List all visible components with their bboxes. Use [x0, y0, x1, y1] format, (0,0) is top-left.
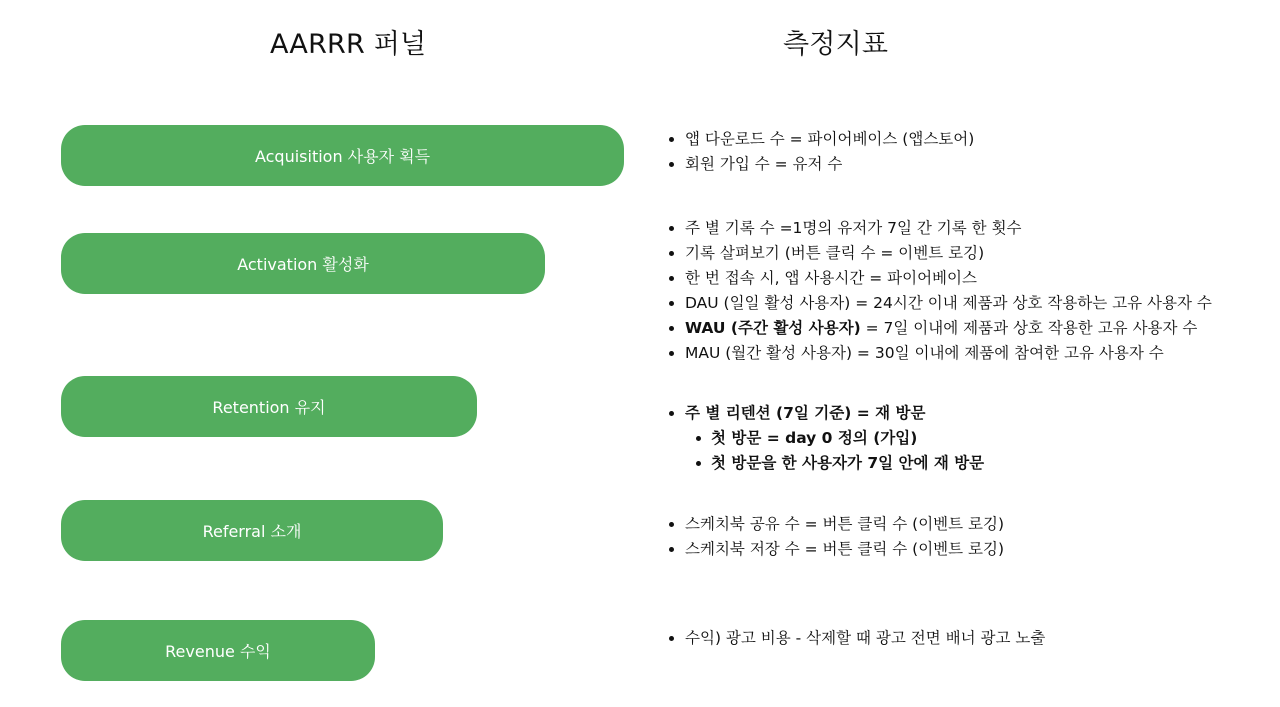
metric-sub-item: 첫 방문 = day 0 정의 (가입) — [668, 426, 984, 451]
metric-item: DAU (일일 활성 사용자) = 24시간 이내 제품과 상호 작용하는 고유 사용자 수 — [668, 291, 1212, 316]
stage-revenue — [61, 620, 375, 681]
metrics-referral — [668, 512, 1004, 562]
metrics-activation — [668, 216, 1212, 366]
stage-retention — [61, 376, 477, 437]
metric-item: 수익) 광고 비용 - 삭제할 때 광고 전면 배너 광고 노출 — [668, 626, 1045, 651]
stage-label: Referral 소개 — [202, 522, 302, 541]
metric-item: WAU (주간 활성 사용자) = 7일 이내에 제품과 상호 작용한 고유 사용자 수 — [668, 316, 1212, 341]
metric-item: 주 별 리텐션 (7일 기준) = 재 방문 — [668, 401, 984, 426]
funnel-column-title: AARRR 퍼널 — [270, 29, 427, 60]
stage-activation — [61, 233, 545, 294]
stage-label: Acquisition 사용자 획득 — [254, 147, 431, 166]
metrics-retention — [668, 401, 984, 476]
metrics-acquisition — [668, 127, 974, 177]
stage-label: Activation 활성화 — [237, 255, 369, 274]
stage-acquisition — [61, 125, 624, 186]
metrics-column-title: 측정지표 — [783, 29, 889, 60]
stage-referral — [61, 500, 443, 561]
metric-item: MAU (월간 활성 사용자) = 30일 이내에 제품에 참여한 고유 사용자 수 — [668, 341, 1212, 366]
metrics-revenue — [668, 626, 1045, 651]
metric-item: 앱 다운로드 수 = 파이어베이스 (앱스토어) — [668, 127, 974, 152]
metric-item: 회원 가입 수 = 유저 수 — [668, 152, 974, 177]
metric-item: 한 번 접속 시, 앱 사용시간 = 파이어베이스 — [668, 266, 1212, 291]
metric-item: 스케치북 저장 수 = 버튼 클릭 수 (이벤트 로깅) — [668, 537, 1004, 562]
metric-item: 기록 살펴보기 (버튼 클릭 수 = 이벤트 로깅) — [668, 241, 1212, 266]
metric-sub-item: 첫 방문을 한 사용자가 7일 안에 재 방문 — [668, 451, 984, 476]
metric-item: 주 별 기록 수 =1명의 유저가 7일 간 기록 한 횟수 — [668, 216, 1212, 241]
metric-item: 스케치북 공유 수 = 버튼 클릭 수 (이벤트 로깅) — [668, 512, 1004, 537]
stage-label: Revenue 수익 — [165, 642, 271, 661]
stage-label: Retention 유지 — [212, 398, 326, 417]
